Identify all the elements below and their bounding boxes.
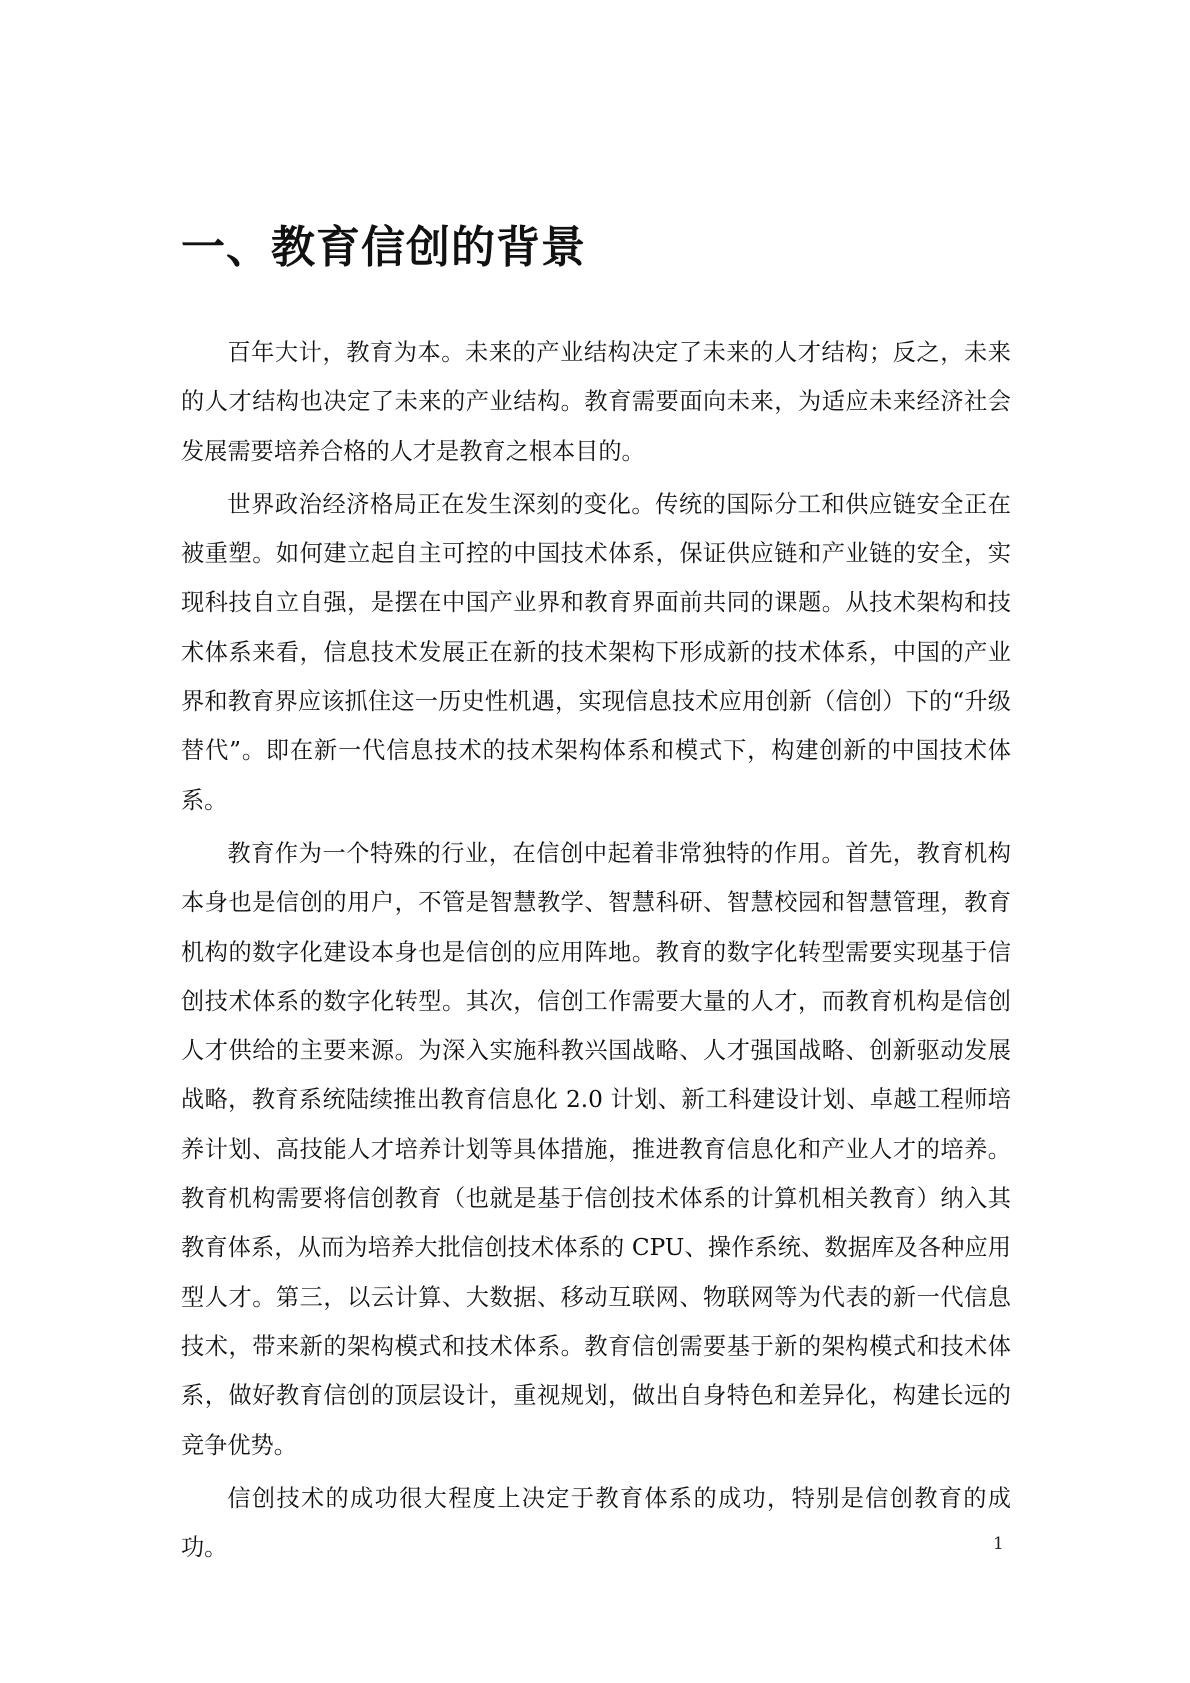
page-number: 1 [993,1534,1004,1554]
body-text [181,328,1011,1576]
paragraph-1: 百年大计，教育为本。未来的产业结构决定了未来的人才结构；反之，未来的人才结构也决定了未来的产业结构。教育需要面向未来，为适应未来经济社会发展需要培养合格的人才是教育之根本目的。 [181,339,1011,465]
paragraph-3: 教育作为一个特殊的行业，在信创中起着非常独特的作用。首先，教育机构本身也是信创的用户，不管是智慧教学、智慧科研、智慧校园和智慧管理，教育机构的数字化建设本身也是信创的应用阵地。教育的数字化转型需要实现基于信创技术体系的数字化转型。其次，信创工作需要大量的人才，而教育机构是信创人才供给的主要来源。为深入实施科教兴国战略、人才强国战略、创新驱动发展战略，教育系统陆续推出教育信息化 2.0 计划、新工科建设计划、卓越工程师培养计划、高技能人才培养计划等具体措施，推进教育信息化和产业人才的培养。教育机构需要将信创教育（也就是基于信创技术体系的计算机相关教育）纳入其教育体系，从而为培养大批信创技术体系的 CPU、操作系统、数据库及各种应用型人才。第三，以云计算、大数据、移动互联网、物联网等为代表的新一代信息技术，带来新的架构模式和技术体系。教育信创需要基于新的架构模式和技术体系，做好教育信创的顶层设计，重视规划，做出自身特色和差异化，构建长远的竞争优势。 [181,839,1011,1459]
paragraph-4: 信创技术的成功很大程度上决定于教育体系的成功，特别是信创教育的成功。 [181,1484,1011,1562]
section-heading: 一、教育信创的背景 [181,222,586,273]
paragraph-2: 世界政治经济格局正在发生深刻的变化。传统的国际分工和供应链安全正在被重塑。如何建立起自主可控的中国技术体系，保证供应链和产业链的安全，实现科技自立自强，是摆在中国产业界和教育界面前共同的课题。从技术架构和技术体系来看，信息技术发展正在新的技术架构下形成新的技术体系，中国的产业界和教育界应该抓住这一历史性机遇，实现信息技术应用创新（信创）下的“升级替代”。即在新一代信息技术的技术架构体系和模式下，构建创新的中国技术体系。 [181,490,1011,814]
